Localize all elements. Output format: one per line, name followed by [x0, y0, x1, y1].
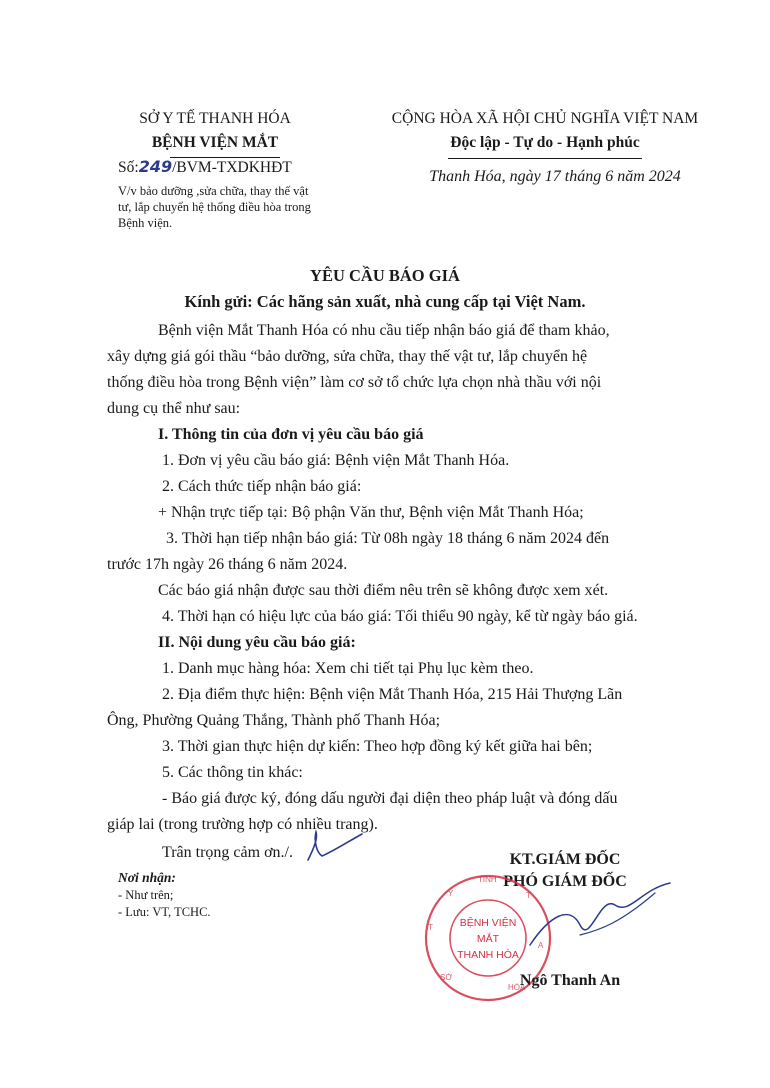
recipient-line: Kính gửi: Các hãng sản xuất, nhà cung cấp tại Việt Nam.	[184, 292, 586, 311]
national-motto: Độc lập - Tự do - Hạnh phúc	[450, 134, 640, 151]
intro-line: Bệnh viện Mắt Thanh Hóa có nhu cầu tiếp nhận báo giá để tham khảo,	[158, 322, 610, 339]
section-2-item: giáp lai (trong trường hợp có nhiều trang).	[107, 816, 378, 833]
number-suffix: /BVM-TXDKHĐT	[172, 159, 292, 176]
hospital-name: BỆNH VIỆN MẮT	[151, 134, 279, 151]
intro-line: xây dựng giá gói thầu “bảo dưỡng, sửa chữa, thay thế vật tư, lắp chuyển hệ	[107, 348, 588, 365]
section-1-title: I. Thông tin của đơn vị yêu cầu báo giá	[158, 426, 424, 443]
section-1-item: 1. Đơn vị yêu cầu báo giá: Bệnh viện Mắt Thanh Hóa.	[162, 452, 510, 469]
recipients-title: Nơi nhận:	[118, 870, 176, 885]
subject-line: Bệnh viện.	[118, 216, 173, 230]
stamp-line: THANH HÓA	[457, 949, 519, 961]
stamp-line: MẮT	[476, 933, 500, 945]
handwritten-signature	[520, 875, 690, 975]
section-1-item: 4. Thời hạn có hiệu lực của báo giá: Tối thiểu 90 ngày, kể từ ngày báo giá.	[162, 608, 638, 625]
section-1-note: Các báo giá nhận được sau thời điểm nêu trên sẽ không được xem xét.	[158, 582, 609, 599]
header-left-underline	[170, 140, 280, 158]
svg-text:T: T	[428, 923, 433, 932]
document-number	[118, 157, 292, 177]
svg-text:T: T	[526, 891, 531, 900]
nation-title: CỘNG HÒA XÃ HỘI CHỦ NGHĨA VIỆT NAM	[391, 110, 699, 127]
recipient-item: - Như trên;	[118, 888, 174, 902]
section-2-title: II. Nội dung yêu cầu báo giá:	[158, 634, 356, 651]
svg-text:A: A	[538, 941, 544, 950]
section-1-item: trước 17h ngày 26 tháng 6 năm 2024.	[107, 556, 348, 573]
closing-line: Trân trọng cảm ơn./.	[162, 844, 293, 861]
recipient-item: - Lưu: VT, TCHC.	[118, 905, 211, 919]
section-2-item: 2. Địa điểm thực hiện: Bệnh viện Mắt Thanh Hóa, 215 Hải Thượng Lãn	[162, 686, 623, 703]
section-2-item: 3. Thời gian thực hiện dự kiến: Theo hợp đồng ký kết giữa hai bên;	[162, 738, 593, 755]
signer-role-1: KT.GIÁM ĐỐC	[509, 851, 621, 868]
intro-line: dung cụ thể như sau:	[107, 400, 241, 417]
subject-line: V/v bảo dưỡng ,sửa chữa, thay thế vật	[118, 184, 309, 198]
stamp-line: BỆNH VIỆN	[459, 917, 517, 929]
signer-name: Ngô Thanh An	[519, 972, 621, 989]
document-date: Thanh Hóa, ngày 17 tháng 6 năm 2024	[429, 168, 681, 185]
section-2-item: - Báo giá được ký, đóng dấu người đại diện theo pháp luật và đóng dấu	[162, 790, 618, 807]
intro-line: thống điều hòa trong Bệnh viện” làm cơ sở tổ chức lựa chọn nhà thầu với nội	[107, 374, 602, 391]
agency-name: SỞ Y TẾ THANH HÓA	[139, 110, 291, 127]
svg-text:TỈNH: TỈNH	[478, 875, 497, 884]
section-2-item: 5. Các thông tin khác:	[162, 764, 303, 781]
number-prefix: Số:	[118, 159, 139, 176]
document-title: YÊU CẦU BÁO GIÁ	[310, 266, 460, 285]
number-handwritten: 249	[138, 157, 173, 176]
section-2-item: Ông, Phường Quảng Thắng, Thành phố Thanh Hóa;	[107, 712, 441, 729]
subject-block	[118, 183, 348, 231]
svg-text:HÓA: HÓA	[508, 983, 526, 992]
pen-flourish	[300, 826, 370, 866]
section-2-item: 1. Danh mục hàng hóa: Xem chi tiết tại Phụ lục kèm theo.	[162, 660, 534, 677]
section-1-item: + Nhận trực tiếp tại: Bộ phận Văn thư, Bệnh viện Mắt Thanh Hóa;	[158, 504, 584, 521]
motto-underline	[448, 158, 642, 159]
subject-line: tư, lắp chuyển hệ thống điều hòa trong	[118, 200, 311, 214]
signer-role-2: PHÓ GIÁM ĐỐC	[503, 873, 627, 890]
section-1-item: 3. Thời hạn tiếp nhận báo giá: Từ 08h ngày 18 tháng 6 năm 2024 đến	[166, 530, 610, 547]
svg-text:SỞ: SỞ	[440, 973, 453, 982]
svg-text:Y: Y	[448, 889, 454, 898]
section-1-item: 2. Cách thức tiếp nhận báo giá:	[162, 478, 362, 495]
